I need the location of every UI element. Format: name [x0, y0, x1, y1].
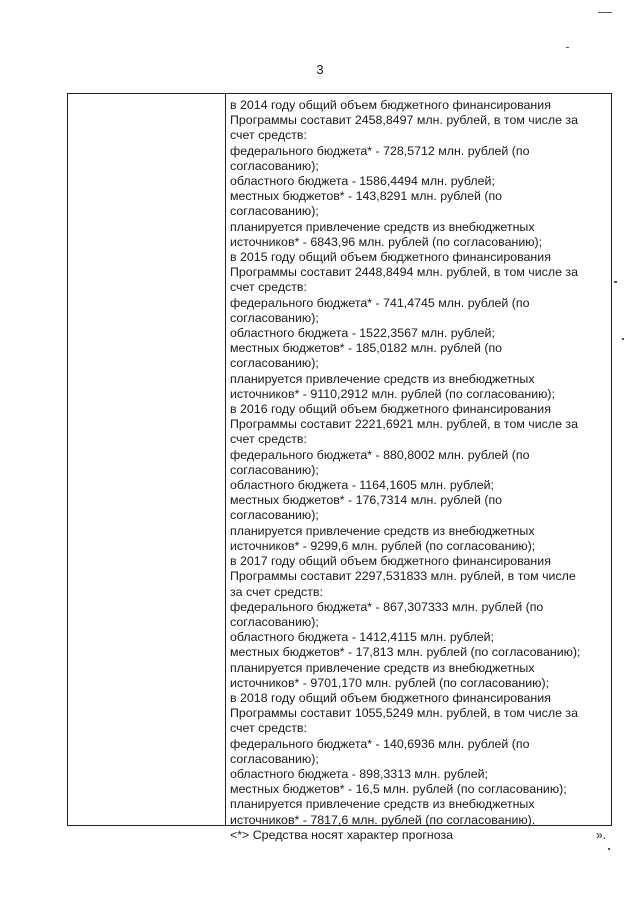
funding-line: <*> Средства носят характер прогноза — [230, 827, 454, 842]
funding-line: Программы составит 1055,5249 млн. рублей, в том числе за — [230, 706, 579, 721]
funding-line: счет средств: — [230, 280, 307, 295]
funding-line: планируется привлечение средств из внебюджетных — [230, 797, 535, 812]
funding-line: федерального бюджета* - 880,8002 млн. рублей (по — [230, 447, 530, 462]
funding-line: местных бюджетов* - 143,8291 млн. рублей (по — [230, 189, 503, 204]
column-divider — [225, 94, 226, 825]
funding-line: местных бюджетов* - 16,5 млн. рублей (по согласованию); — [230, 782, 567, 797]
funding-line: областного бюджета - 1522,3567 млн. рублей; — [230, 326, 495, 341]
funding-line: согласованию); — [230, 158, 319, 173]
funding-line: местных бюджетов* - 176,7314 млн. рублей (по — [230, 493, 503, 508]
funding-line: местных бюджетов* - 185,0182 млн. рублей (по — [230, 341, 503, 356]
funding-line: согласованию); — [230, 310, 319, 325]
closing-quote: ». — [596, 828, 607, 842]
funding-line: областного бюджета - 1586,4494 млн. рублей; — [230, 174, 495, 189]
funding-line: согласованию); — [230, 204, 319, 219]
funding-line: источников* - 9110,2912 млн. рублей (по согласованию); — [230, 386, 555, 401]
scan-speck — [622, 338, 624, 340]
funding-line: источников* - 9299,6 млн. рублей (по согласованию); — [230, 538, 536, 553]
funding-line: планируется привлечение средств из внебюджетных — [230, 219, 535, 234]
funding-line: источников* - 9701,170 млн. рублей (по согласованию); — [230, 675, 550, 690]
funding-line: согласованию); — [230, 751, 319, 766]
funding-line: счет средств: — [230, 721, 307, 736]
funding-line: согласованию); — [230, 356, 319, 371]
funding-line: в 2016 году общий объем бюджетного финансирования — [230, 402, 551, 417]
funding-line: областного бюджета - 1412,4115 млн. рублей; — [230, 630, 494, 645]
scan-speck — [614, 281, 617, 283]
funding-line: планируется привлечение средств из внебюджетных — [230, 523, 535, 538]
funding-line: федерального бюджета* - 728,5712 млн. рублей (по — [230, 143, 530, 158]
page-number: 3 — [316, 62, 324, 77]
funding-line: Программы составит 2297,531833 млн. рублей, в том числе — [230, 569, 576, 584]
funding-line: Программы составит 2448,8494 млн. рублей, в том числе за — [230, 265, 579, 280]
funding-line: планируется привлечение средств из внебюджетных — [230, 371, 535, 386]
funding-line: в 2017 году общий объем бюджетного финансирования — [230, 554, 551, 569]
funding-line: источников* - 7817,6 млн. рублей (по согласованию). — [230, 812, 536, 827]
funding-line: в 2018 году общий объем бюджетного финансирования — [230, 690, 551, 705]
funding-line: согласованию); — [230, 614, 319, 629]
funding-line: федерального бюджета* - 867,307333 млн. рублей (по — [230, 599, 544, 614]
funding-line: за счет средств: — [230, 584, 323, 599]
funding-line: согласованию); — [230, 508, 319, 523]
scan-speck — [598, 12, 612, 13]
funding-line: в 2014 году общий объем бюджетного финансирования — [230, 98, 551, 112]
funding-line: планируется привлечение средств из внебюджетных — [230, 660, 535, 675]
funding-line: согласованию); — [230, 462, 319, 477]
funding-line: областного бюджета - 898,3313 млн. рублей; — [230, 766, 488, 781]
funding-line: источников* - 6843,96 млн. рублей (по согласованию); — [230, 234, 543, 249]
funding-line: областного бюджета - 1164,1605 млн. рублей; — [230, 478, 494, 493]
funding-table — [67, 93, 612, 842]
funding-line: федерального бюджета* - 140,6936 млн. рублей (по — [230, 736, 530, 751]
funding-line: счет средств: — [230, 128, 307, 143]
funding-line: федерального бюджета* - 741,4745 млн. рублей (по — [230, 295, 530, 310]
funding-text-cell — [230, 98, 607, 843]
funding-line: счет средств: — [230, 432, 307, 447]
funding-line: Программы составит 2458,8497 млн. рублей, в том числе за — [230, 113, 579, 128]
funding-line: в 2015 году общий объем бюджетного финансирования — [230, 250, 551, 265]
scan-speck — [608, 848, 610, 850]
scan-speck — [566, 47, 569, 48]
funding-line: Программы составит 2221,6921 млн. рублей, в том числе за — [230, 417, 579, 432]
funding-line: местных бюджетов* - 17,813 млн. рублей (по согласованию); — [230, 645, 581, 660]
